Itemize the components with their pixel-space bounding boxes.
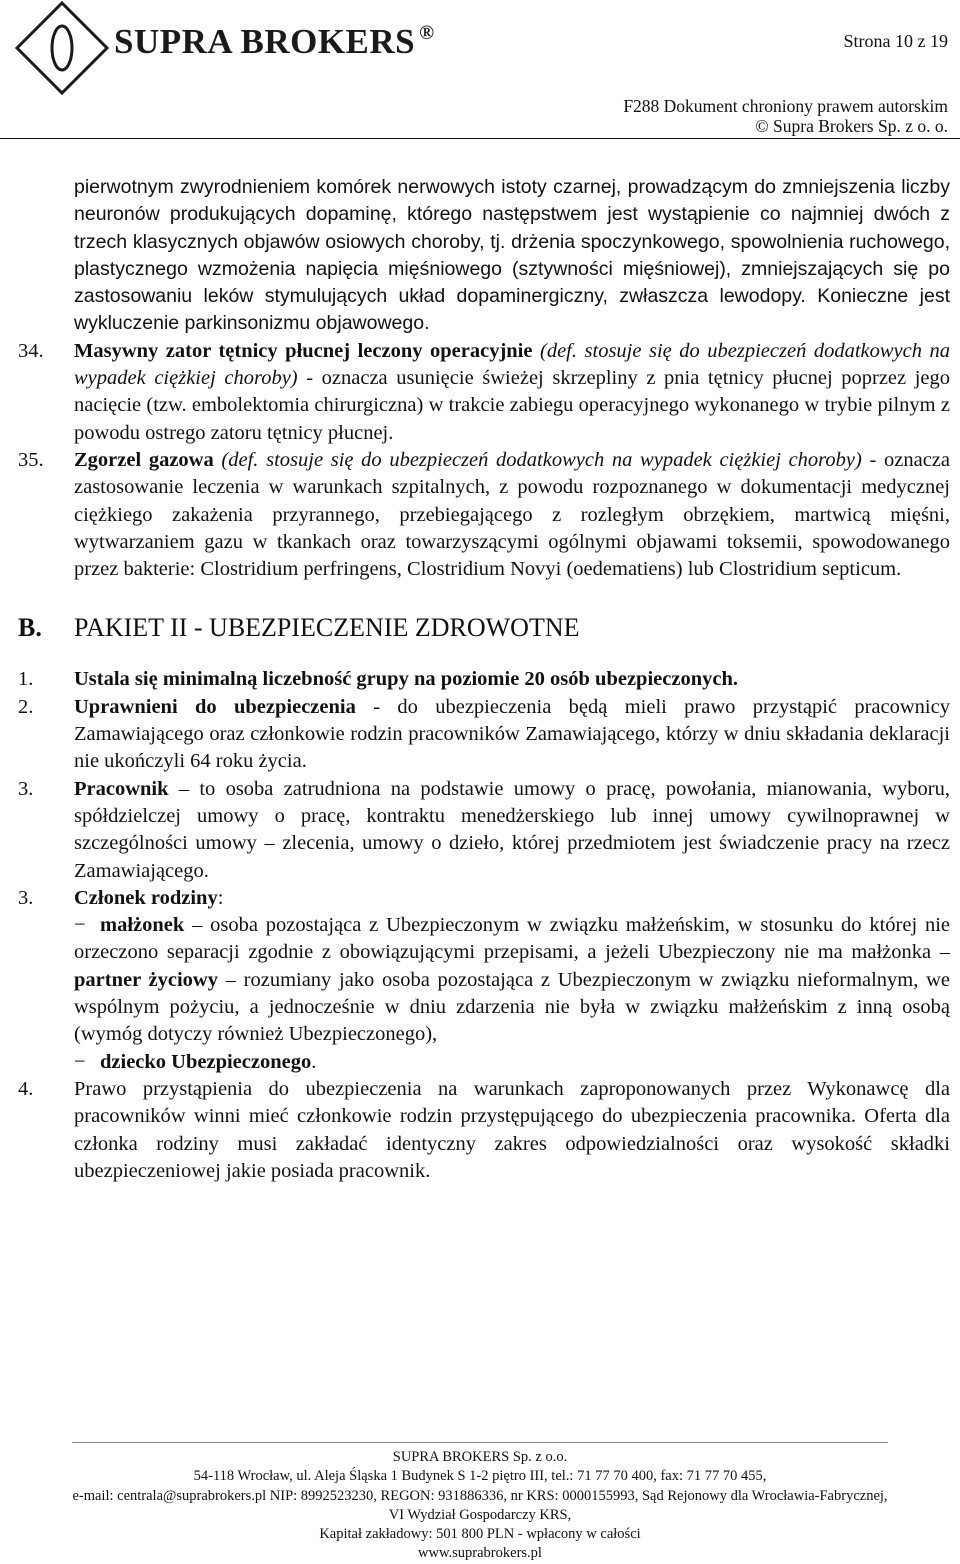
def-note: stosuje się do ubezpieczeń dodatkowych na wypadek ciężkiej choroby) xyxy=(266,448,862,471)
item-text xyxy=(74,885,950,1076)
item-number: 1. xyxy=(18,668,34,691)
pakiet-item-1 xyxy=(18,666,950,693)
item-number: 4. xyxy=(18,1077,34,1100)
item-text xyxy=(74,338,950,447)
footer-registry: e-mail: centrala@suprabrokers.pl NIP: 8992523230, REGON: 931886336, nr KRS: 0000155993, Sąd Rejonowy dla Wrocławia-Fabrycznej, xyxy=(72,1487,888,1504)
item-number: 2. xyxy=(18,695,34,718)
item-number: 34. xyxy=(18,339,44,362)
dash-bullet: − xyxy=(74,914,86,937)
item-text xyxy=(74,447,950,583)
document-body xyxy=(18,174,950,1185)
spouse-definition: − małżonek – osoba pozostająca z Ubezpieczonym w związku małżeńskim, w stosunku do której nie orzeczono separacji zgodnie z obowiązującymi przepisami, a jeżeli Ubezpieczony nie ma małżonka – partner życiowy – rozumiany jako osoba pozostająca z Ubezpieczonym w związku nieformalnym, we wspólnym pożyciu, a jednocześnie w dniu zdarzenia nie była w związku małżeńskim z inną osobą (wymóg dotyczy również Ubezpieczonego), xyxy=(74,914,950,1046)
item-body: - do ubezpieczenia będą mieli prawo przystąpić pracownicy Zamawiającego oraz członkowie rodzin pracowników Zamawiającego, którzy w dniu składania deklaracji nie ukończyli 64 roku życia. xyxy=(74,695,950,773)
footer-court-division: VI Wydział Gospodarczy KRS, xyxy=(388,1506,572,1523)
copyright-notice xyxy=(623,96,948,136)
supra-brokers-logo-icon xyxy=(14,0,110,96)
page-number: Strona 10 z 19 xyxy=(843,31,948,51)
company-footer xyxy=(0,1448,960,1564)
footer-address: 54-118 Wrocław, ul. Aleja Śląska 1 Budynek S 1-2 piętro III, tel.: 71 77 70 400, fax: 71 77 70 455, xyxy=(193,1468,767,1485)
footer-website: www.suprabrokers.pl xyxy=(418,1545,542,1562)
section-letter: B. xyxy=(18,613,42,643)
item-text xyxy=(74,666,950,693)
item-term: Masywny zator tętnicy płucnej leczony operacyjnie xyxy=(74,339,533,362)
def-open: (def. xyxy=(221,448,259,471)
family-member-item xyxy=(18,885,950,1076)
item-text: Prawo przystąpienia do ubezpieczenia na warunkach zaproponowanych przez Wykonawcę dla pracowników winni mieć członkowie rodzin przystępującego do ubezpieczenia pracownika. Oferta dla członka rodziny musi zakładać identyczny zakres odpowiedzialności oraz wysokość składki ubezpieczeniowej jakie posiada pracownik. xyxy=(74,1077,950,1182)
item-body: – to osoba zatrudniona na podstawie umowy o pracę, powołania, mianowania, wyboru, spółdzielczej umowy o pracę, kontraktu menedżerskiego lub innej umowy cywilnoprawnej w szczególności umowy – zlecenia, umowy o dzieło, której przedmiotem jest świadczenie pracy na rzecz Zamawiającego. xyxy=(74,777,950,882)
child-definition: − dziecko Ubezpieczonego. xyxy=(74,1049,950,1076)
footer-divider xyxy=(72,1442,888,1443)
continuation-paragraph: pierwotnym zwyrodnieniem komórek nerwowych istoty czarnej, prowadzącym do zmniejszenia liczby neuronów produkujących dopaminę, którego następstwem jest wystąpienie co najmniej dwóch z trzech klasycznych objawów osiowych choroby, tj. drżenia spoczynkowego, spowolnienia ruchowego, plastycznego wzmożenia napięcia mięśniowego (sztywności mięśniowej), zmniejszających się po zastosowaniu leków stymulujących układ dopaminergiczny, zwłaszcza lewodopy. Konieczne jest wykluczenie parkinsonizmu objawowego. xyxy=(74,176,950,335)
pakiet-item-4 xyxy=(18,1076,950,1185)
definition-item-34 xyxy=(18,338,950,447)
pakiet-item-2 xyxy=(18,694,950,776)
item-term: Zgorzel gazowa xyxy=(74,448,214,471)
item-number: 3. xyxy=(18,777,34,800)
brand-name: SUPRA BROKERS ® xyxy=(114,22,435,61)
registered-mark: ® xyxy=(419,22,435,44)
item-text xyxy=(74,694,950,776)
def-open: (def. xyxy=(540,339,577,362)
footer-company: SUPRA BROKERS Sp. z o.o. xyxy=(392,1449,568,1465)
item-number: 35. xyxy=(18,448,44,471)
item-bold: Pracownik xyxy=(74,777,169,800)
item-bold: Uprawnieni do ubezpieczenia xyxy=(74,695,356,718)
item-number: 3. xyxy=(18,886,34,909)
section-title: PAKIET II - UBEZPIECZENIE ZDROWOTNE xyxy=(74,613,580,643)
item-definition: - oznacza zastosowanie leczenia w warunkach szpitalnych, z powodu rozpoznanego w dokumentacji medycznej ciężkiego zakażenia przyrannego, przebiegającego z rozległym obrzękiem, martwicą mięśni, wytwarzaniem gazu w tkankach oraz towarzyszącymi ogólnymi objawami toksemii, spowodowanego przez bakterie: Clostridium perfringens, Clostridium Novyi (oedematiens) lub Clostridium septicum. xyxy=(74,448,950,581)
child-term: dziecko Ubezpieczonego xyxy=(100,1050,312,1073)
definition-item-35 xyxy=(18,447,950,583)
copyright-line: © Supra Brokers Sp. z o. o. xyxy=(755,116,948,136)
partner-term: partner życiowy xyxy=(74,968,218,991)
doc-id-line: F288 Dokument chroniony prawem autorskim xyxy=(623,96,948,116)
spouse-term: małżonek xyxy=(100,914,185,937)
header-divider xyxy=(0,138,960,139)
item-definition: - oznacza usunięcie świeżej skrzepliny z pnia tętnicy płucnej poprzez jego nacięcie (tzw. embolektomia chirurgiczna) w trakcie zabiegu operacyjnego wykonanego w trybie pilnym z powodu ostrego zatoru tętnicy płucnej. xyxy=(74,367,951,444)
member-heading: Członek rodziny: xyxy=(74,886,224,909)
section-heading xyxy=(18,612,950,644)
item-text xyxy=(74,776,950,885)
item-bold: Ustala się minimalną liczebność grupy na poziomie 20 osób ubezpieczonych. xyxy=(74,668,738,691)
pakiet-item-3 xyxy=(18,776,950,885)
footer-capital: Kapitał zakładowy: 501 800 PLN - wpłacony w całości xyxy=(319,1526,641,1543)
dash-bullet: − xyxy=(74,1050,86,1073)
def-note: stosuje się do ubezpieczeń dodatkowych na wypadek ciężkiej choroby) xyxy=(74,339,951,390)
